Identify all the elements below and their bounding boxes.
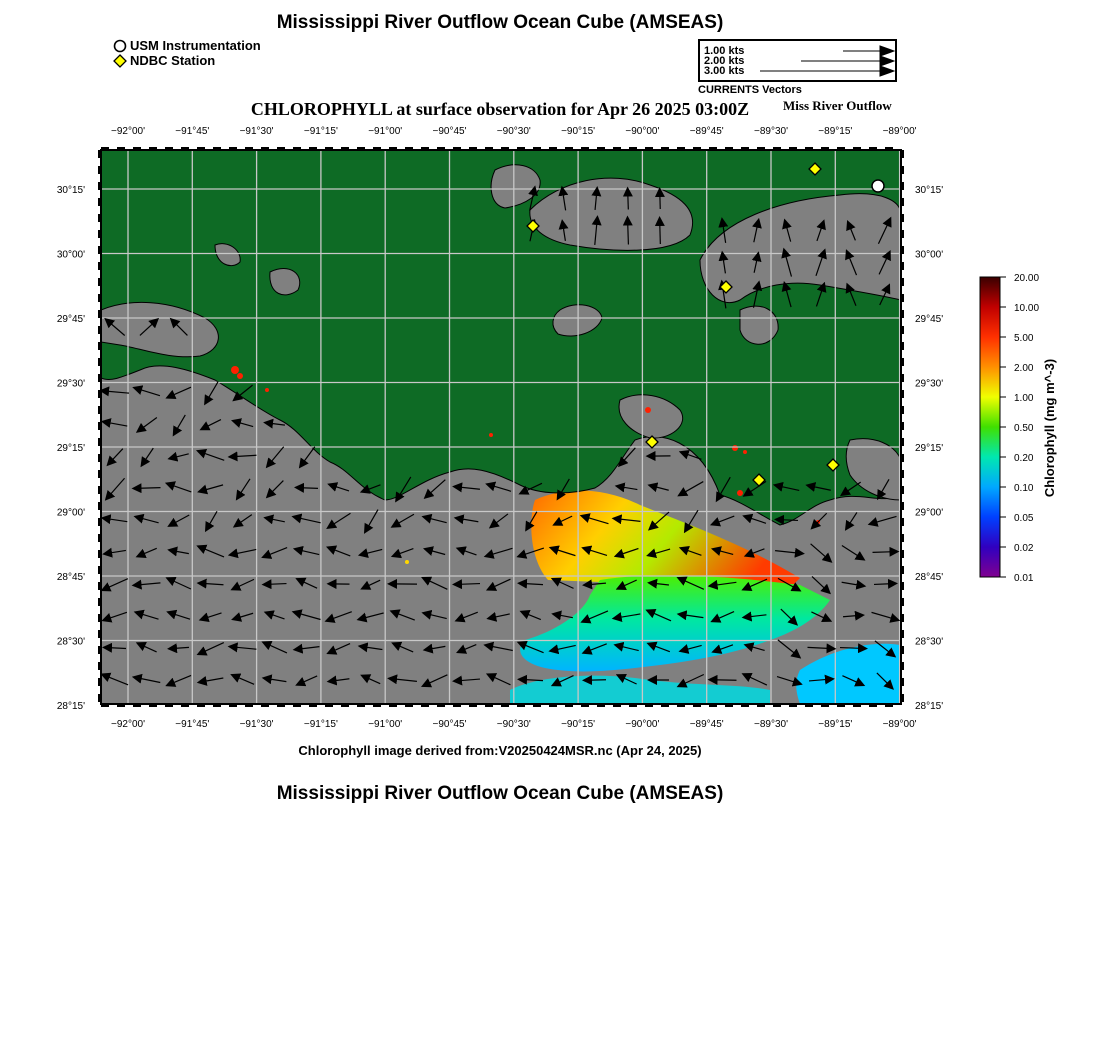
- vector-legend-caption: CURRENTS Vectors: [698, 84, 802, 96]
- latitude-tick-label: 28°15': [915, 701, 944, 712]
- colorbar-tick-label: 5.00: [1014, 333, 1034, 344]
- longitude-labels-bottom: [111, 719, 917, 730]
- colorbar-tick-label: 2.00: [1014, 363, 1034, 374]
- colorbar-tick-label: 0.05: [1014, 513, 1034, 524]
- latitude-tick-label: 29°00': [915, 507, 944, 519]
- current-vector-arrow: [712, 680, 737, 681]
- latitude-tick-label: 30°00': [56, 249, 85, 261]
- colorbar: [970, 268, 1080, 588]
- longitude-tick-label: −89°15': [818, 126, 853, 137]
- longitude-tick-label: −89°30': [754, 126, 788, 137]
- latitude-labels-left: [57, 185, 85, 712]
- longitude-tick-label: −89°30': [754, 719, 788, 730]
- colorbar-tick-label: 0.20: [1014, 453, 1034, 464]
- latitude-tick-label: 30°15': [915, 185, 944, 196]
- lake-small-1: [270, 268, 300, 294]
- latitude-tick-label: 28°30': [56, 636, 85, 648]
- latitude-tick-label: 29°30': [56, 378, 85, 390]
- latitude-tick-label: 29°45': [56, 314, 85, 325]
- latitude-tick-label: 29°15': [56, 443, 85, 454]
- longitude-tick-label: −89°00': [882, 126, 917, 137]
- longitude-tick-label: −90°00': [625, 719, 660, 730]
- main-title: Mississippi River Outflow Ocean Cube (AMSEAS): [276, 12, 724, 33]
- longitude-tick-label: −89°45': [689, 719, 724, 730]
- vector-legend-row-3: 3.00 kts: [704, 65, 745, 77]
- colorbar-tick-label: 0.02: [1014, 543, 1034, 554]
- longitude-tick-label: −91°30': [239, 126, 274, 137]
- latitude-tick-label: 30°00': [915, 249, 944, 261]
- current-vector-arrow: [586, 680, 606, 681]
- colorbar-ticks: [1000, 273, 1039, 584]
- chlorophyll-speck-yellow: [405, 560, 409, 564]
- current-vector-arrow: [628, 191, 629, 210]
- current-vector-arrow: [298, 488, 318, 489]
- latitude-tick-label: 29°15': [915, 443, 944, 454]
- latitude-tick-label: 29°00': [56, 507, 85, 519]
- latitude-tick-label: 29°30': [915, 378, 944, 390]
- longitude-tick-label: −91°45': [175, 126, 210, 137]
- colorbar-gradient: [980, 277, 1000, 577]
- bottom-title: Mississippi River Outflow Ocean Cube (AMSEAS): [276, 783, 724, 804]
- longitude-tick-label: −90°00': [625, 126, 660, 137]
- longitude-tick-label: −90°45': [432, 719, 467, 730]
- longitude-tick-label: −90°45': [432, 126, 467, 137]
- current-vector-arrow: [136, 488, 161, 489]
- colorbar-label: Chlorophyll (mg m^-3): [1042, 358, 1057, 498]
- longitude-tick-label: −91°15': [303, 126, 338, 137]
- latitude-tick-label: 28°45': [915, 572, 944, 583]
- latitude-tick-label: 28°15': [56, 701, 85, 712]
- colorbar-tick-label: 1.00: [1014, 393, 1034, 404]
- longitude-tick-label: −91°15': [303, 719, 338, 730]
- longitude-tick-label: −89°00': [882, 719, 917, 730]
- current-vector-arrow: [628, 220, 629, 245]
- current-vector-arrow: [873, 552, 896, 553]
- longitude-tick-label: −91°00': [368, 126, 403, 137]
- longitude-tick-label: −91°45': [175, 719, 210, 730]
- colorbar-tick-label: 20.00: [1014, 273, 1040, 284]
- colorbar-tick-label: 0.50: [1014, 423, 1034, 434]
- latitude-tick-label: 28°30': [915, 636, 944, 648]
- vector-legend-row-1: 1.00 kts: [704, 45, 745, 57]
- vector-legend-row-2: 2.00 kts: [704, 55, 745, 67]
- usm-instrument-marker[interactable]: [872, 180, 884, 192]
- source-caption: Chlorophyll image derived from:V20250424MSR.nc (Apr 24, 2025): [298, 743, 702, 758]
- latitude-labels-right: [915, 185, 943, 712]
- longitude-tick-label: −90°15': [561, 126, 596, 137]
- longitude-tick-label: −91°30': [239, 719, 274, 730]
- colorbar-tick-label: 0.01: [1014, 573, 1034, 584]
- longitude-tick-label: −89°15': [818, 719, 853, 730]
- longitude-tick-label: −91°00': [368, 719, 403, 730]
- longitude-tick-label: −92°00': [111, 719, 145, 730]
- longitude-tick-label: −90°30': [496, 719, 531, 730]
- map-title: CHLOROPHYLL at surface observation for Apr 26 2025 03:00Z: [250, 99, 750, 119]
- colorbar-tick-label: 10.00: [1014, 303, 1040, 314]
- current-vector-arrow: [660, 220, 661, 244]
- latitude-tick-label: 30°15': [56, 185, 85, 196]
- colorbar-tick-label: 0.10: [1014, 483, 1034, 494]
- longitude-tick-label: −92°00': [111, 126, 145, 137]
- longitude-tick-label: −90°30': [496, 126, 531, 137]
- latitude-tick-label: 28°45': [56, 572, 85, 583]
- map-subtitle: Miss River Outflow: [783, 98, 892, 113]
- longitude-tick-label: −89°45': [689, 126, 724, 137]
- longitude-labels-top: [111, 126, 917, 137]
- latitude-tick-label: 29°45': [915, 314, 944, 325]
- breton-sound-inner: [740, 306, 778, 344]
- longitude-tick-label: −90°15': [561, 719, 596, 730]
- ndbc-legend-label: NDBC Station: [130, 53, 216, 68]
- usm-legend-label: USM Instrumentation: [130, 38, 261, 53]
- current-vector-arrow: [874, 584, 894, 585]
- current-vector-arrow: [456, 584, 480, 585]
- current-vector-arrow: [660, 191, 661, 209]
